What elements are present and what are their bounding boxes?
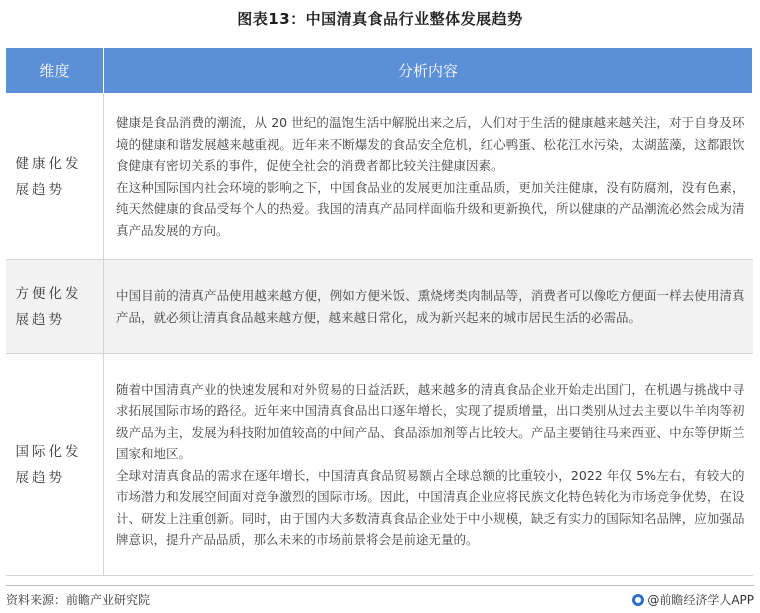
source-note: 资料来源：前瞻产业研究院 xyxy=(6,593,151,607)
analysis-paragraph: 全球对清真食品的需求在逐年增长，中国清真食品贸易额占全球总额的比重较小，2022 年仅 5%左右，有较大的市场潜力和发展空间面对竞争激烈的国际市场。因此，中国清真企业应将民族文化特色转化为市场竞争优势，在设计、研发上注重创新。同时，由于国内大多数清真食品企业处于中小规模，缺乏有实力的国际知名品牌，应加强品牌意识，提升产品品质，那么未来的市场前景将会是前途无量的。 xyxy=(116,467,745,547)
dimension-cell: 方便化发展趋势 xyxy=(6,260,104,354)
dimension-cell: 国际化发展趋势 xyxy=(6,354,104,576)
brand-credit xyxy=(632,591,754,608)
analysis-paragraph: 在这种国际国内社会环境的影响之下，中国食品业的发展更加注重品质，更加关注健康，没有防腐剂，没有色素，纯天然健康的食品受每个人的热爱。我国的清真产品同样面临升级和更新换代，所以健康的产品潮流必然会成为清真产品发展的方向。 xyxy=(116,179,745,238)
table-row-convenience xyxy=(6,260,753,354)
footer xyxy=(6,585,754,607)
qianzhan-logo-icon xyxy=(632,594,644,606)
header-analysis: 分析内容 xyxy=(104,48,753,94)
analysis-paragraph: 中国目前的清真产品使用越来越方便，例如方便米饭、熏烧烤类肉制品等，消费者可以像吃方便面一样去使用清真产品，就必须让清真食品越来越方便，越来越日常化，成为新兴起来的城市居民生活的必需品。 xyxy=(116,288,745,325)
analysis-paragraph: 健康是食品消费的潮流，从 20 世纪的温饱生活中解脱出来之后，人们对于生活的健康越来越关注，对于自身及环境的健康和谐发展越来越重视。近年来不断爆发的食品安全危机，红心鸭蛋、松花江水污染，太湖蓝藻，这都跟饮食健康有密切关系的事件，促使全社会的消费者都比较关注健康因素。 xyxy=(116,115,745,173)
dimension-cell: 健康化发展趋势 xyxy=(6,94,104,260)
table-row-international xyxy=(6,354,753,576)
analysis-paragraph: 随着中国清真产业的快速发展和对外贸易的日益活跃，越来越多的清真食品企业开始走出国门，在机遇与挑战中寻求拓展国际市场的路径。近年来中国清真食品出口逐年增长，实现了提质增量，出口类别从过去主要以牛羊肉等初级产品为主，发展为科技附加值较高的中间产品、食品添加剂等占比较大。产品主要销往马来西亚、中东等伊斯兰国家和地区。 xyxy=(116,381,745,461)
analysis-cell xyxy=(104,260,753,354)
header-dimension: 维度 xyxy=(6,48,104,94)
brand-text: @前瞻经济学人APP xyxy=(647,593,754,607)
analysis-cell xyxy=(104,354,753,576)
analysis-cell xyxy=(104,94,753,260)
table-header-row xyxy=(6,48,753,94)
trend-table xyxy=(5,47,753,576)
figure-title: 图表13：中国清真食品行业整体发展趋势 xyxy=(237,10,523,28)
table-row-health xyxy=(6,94,753,260)
